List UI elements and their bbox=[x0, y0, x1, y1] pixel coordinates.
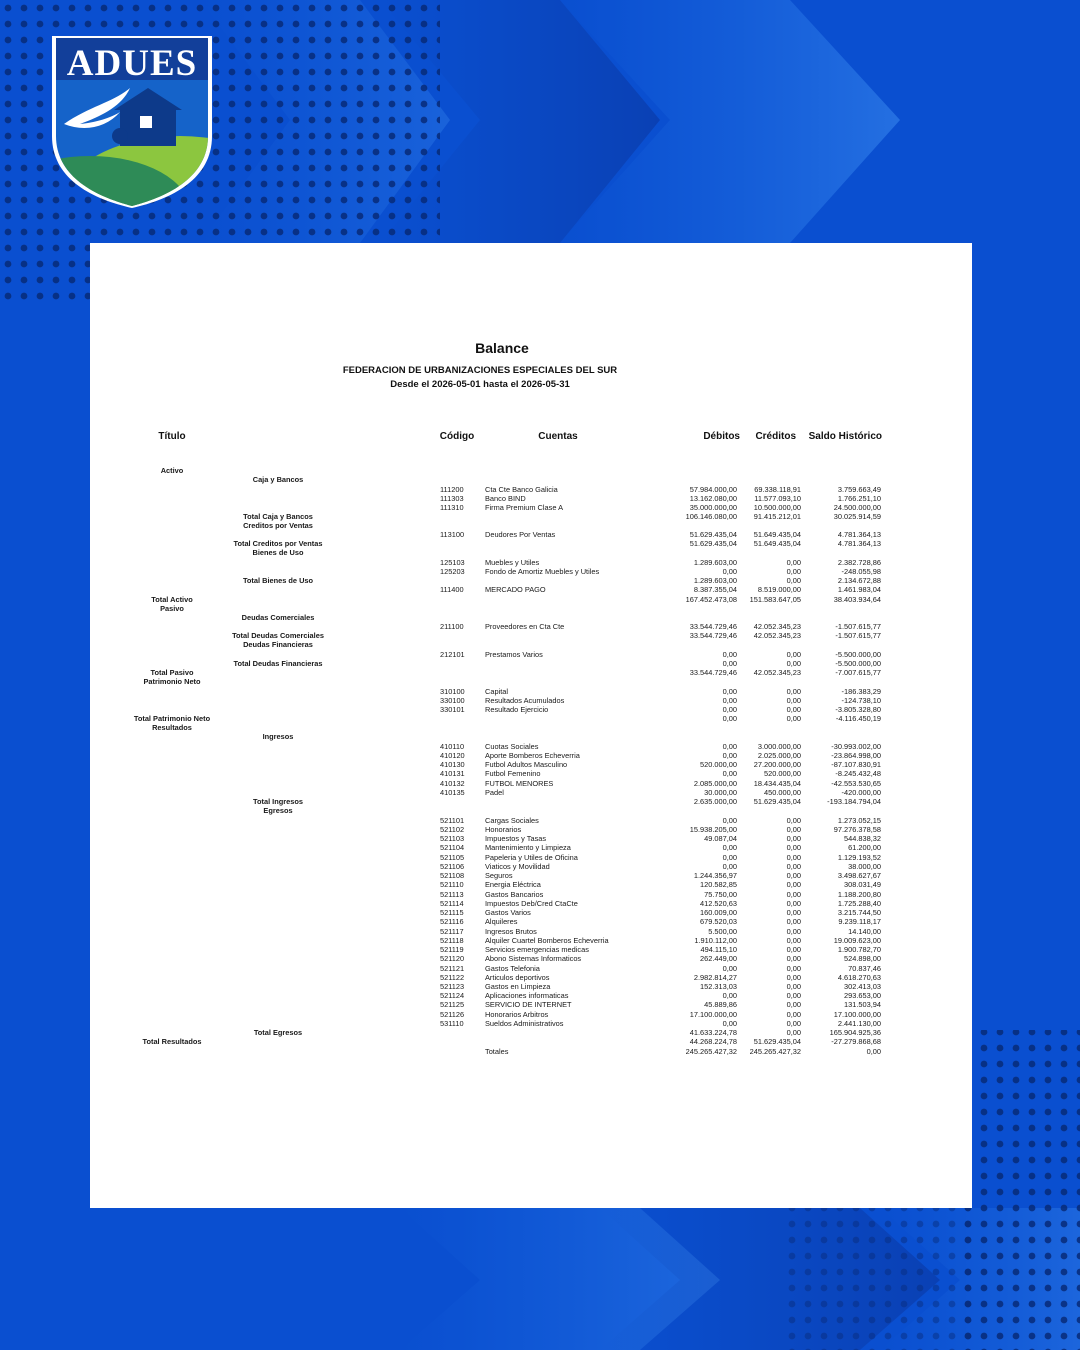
account-name: Muebles y Utiles bbox=[485, 558, 540, 567]
credit-value: 151.583.647,05 bbox=[749, 595, 801, 604]
balance-value: -7.007.615,77 bbox=[835, 668, 881, 677]
debit-value: 17.100.000,00 bbox=[689, 1010, 737, 1019]
adues-logo bbox=[50, 36, 214, 208]
credit-value: 42.052.345,23 bbox=[753, 631, 801, 640]
credit-value: 0,00 bbox=[786, 982, 801, 991]
account-code: 521105 bbox=[440, 853, 465, 862]
account-name: Proveedores en Cta Cte bbox=[485, 622, 565, 631]
debit-value: 0,00 bbox=[722, 742, 737, 751]
account-name: Gastos Bancarios bbox=[485, 890, 544, 899]
account-code: 310100 bbox=[440, 687, 465, 696]
balance-value: 544.838,32 bbox=[844, 834, 881, 843]
account-name: Prestamos Varios bbox=[485, 650, 543, 659]
account-code: 330101 bbox=[440, 705, 465, 714]
row-section-title: Patrimonio Neto bbox=[143, 677, 201, 686]
account-name: Cargas Sociales bbox=[485, 816, 539, 825]
credit-value: 0,00 bbox=[786, 834, 801, 843]
account-name: Viaticos y Movilidad bbox=[485, 862, 550, 871]
debit-value: 5.500,00 bbox=[708, 927, 737, 936]
credit-value: 42.052.345,23 bbox=[753, 668, 801, 677]
balance-value: 19.009.623,00 bbox=[833, 936, 881, 945]
row-section-title: Total Patrimonio Neto bbox=[133, 714, 211, 723]
balance-value: 61.200,00 bbox=[848, 843, 881, 852]
account-name: Aplicaciones informaticas bbox=[485, 991, 569, 1000]
account-name: Seguros bbox=[485, 871, 513, 880]
account-code: 521119 bbox=[440, 945, 464, 954]
row-group-title: Total Bienes de Uso bbox=[242, 576, 314, 585]
account-name: Honorarios Arbitros bbox=[485, 1010, 549, 1019]
account-code: 211100 bbox=[440, 622, 464, 631]
credit-value: 0,00 bbox=[786, 936, 801, 945]
debit-value: 45.889,86 bbox=[704, 1000, 737, 1009]
credit-value: 0,00 bbox=[786, 659, 801, 668]
balance-value: 1.900.782,70 bbox=[837, 945, 881, 954]
credit-value: 8.519.000,00 bbox=[757, 585, 801, 594]
account-name: Ingresos Brutos bbox=[485, 927, 537, 936]
balance-value: 17.100.000,00 bbox=[833, 1010, 881, 1019]
balance-value: -3.805.328,80 bbox=[835, 705, 881, 714]
credit-value: 0,00 bbox=[786, 899, 801, 908]
row-group-title: Total Deudas Comerciales bbox=[232, 631, 324, 640]
balance-value: 131.503,94 bbox=[844, 1000, 881, 1009]
credit-value: 0,00 bbox=[786, 1028, 801, 1037]
debit-value: 33.544.729,46 bbox=[689, 622, 737, 631]
debit-value: 0,00 bbox=[722, 843, 737, 852]
row-group-title: Total Deudas Financieras bbox=[233, 659, 323, 668]
debit-value: 120.582,85 bbox=[700, 880, 737, 889]
account-name: Capital bbox=[485, 687, 509, 696]
debit-value: 51.629.435,04 bbox=[689, 530, 737, 539]
debit-value: 160.009,00 bbox=[700, 908, 737, 917]
account-name: Abono Sistemas Informaticos bbox=[485, 954, 582, 963]
balance-value: -8.245.432,48 bbox=[835, 769, 881, 778]
balance-value: 2.134.672,88 bbox=[837, 576, 881, 585]
balance-value: 524.898,00 bbox=[844, 954, 881, 963]
credit-value: 0,00 bbox=[786, 964, 801, 973]
account-name: Futbol Adultos Masculino bbox=[485, 760, 568, 769]
account-code: 111400 bbox=[440, 585, 464, 594]
row-group-title: Deudas Financieras bbox=[243, 640, 313, 649]
account-name: Padel bbox=[485, 788, 504, 797]
balance-value: 70.837,46 bbox=[848, 964, 881, 973]
row-section-title: Resultados bbox=[152, 723, 192, 732]
account-name: Energia Eléctrica bbox=[485, 880, 541, 889]
credit-value: 0,00 bbox=[786, 871, 801, 880]
debit-value: 0,00 bbox=[722, 816, 737, 825]
balance-value: 3.498.627,67 bbox=[837, 871, 881, 880]
debit-value: 0,00 bbox=[722, 696, 737, 705]
credit-value: 0,00 bbox=[786, 816, 801, 825]
balance-value: 4.618.270,63 bbox=[837, 973, 881, 982]
debit-value: 520.000,00 bbox=[700, 760, 737, 769]
balance-value: 14.140,00 bbox=[848, 927, 881, 936]
debit-value: 167.452.473,08 bbox=[685, 595, 737, 604]
row-group-title: Total Caja y Bancos bbox=[243, 512, 313, 521]
column-header-saldo-historico: Saldo Histórico bbox=[808, 431, 882, 442]
row-section-title: Pasivo bbox=[160, 604, 184, 613]
credit-value: 0,00 bbox=[786, 1010, 801, 1019]
account-code: 330100 bbox=[440, 696, 465, 705]
balance-value: 1.129.193,52 bbox=[837, 853, 881, 862]
account-code: 410131 bbox=[440, 769, 465, 778]
column-header-creditos: Créditos bbox=[755, 431, 796, 442]
debit-value: 0,00 bbox=[722, 853, 737, 862]
account-name: Fondo de Amortiz Muebles y Utiles bbox=[485, 567, 600, 576]
account-name: Sueldos Administrativos bbox=[485, 1019, 564, 1028]
account-name: Alquileres bbox=[485, 917, 518, 926]
credit-value: 0,00 bbox=[786, 650, 801, 659]
column-header-titulo: Título bbox=[158, 431, 186, 442]
credit-value: 0,00 bbox=[786, 945, 801, 954]
debit-value: 57.984.000,00 bbox=[689, 485, 737, 494]
credit-value: 42.052.345,23 bbox=[753, 622, 801, 631]
balance-value: -27.279.868,68 bbox=[831, 1037, 881, 1046]
balance-value: 3.759.663,49 bbox=[837, 485, 881, 494]
balance-value: 302.413,03 bbox=[844, 982, 881, 991]
balance-value: -186.383,29 bbox=[841, 687, 881, 696]
debit-value: 0,00 bbox=[722, 1019, 737, 1028]
account-name: Servicios emergencias medicas bbox=[485, 945, 589, 954]
credit-value: 0,00 bbox=[786, 908, 801, 917]
debit-value: 1.244.356,97 bbox=[693, 871, 737, 880]
account-code: 111200 bbox=[440, 485, 464, 494]
balance-value: 38.000,00 bbox=[848, 862, 881, 871]
account-name: SERVICIO DE INTERNET bbox=[485, 1000, 572, 1009]
balance-value: -1.507.615,77 bbox=[835, 622, 881, 631]
account-code: 410120 bbox=[440, 751, 465, 760]
credit-value: 0,00 bbox=[786, 696, 801, 705]
debit-value: 0,00 bbox=[722, 659, 737, 668]
credit-value: 51.649.435,04 bbox=[753, 530, 801, 539]
credit-value: 91.415.212,01 bbox=[753, 512, 801, 521]
account-code: 521121 bbox=[440, 964, 465, 973]
balance-value: -4.116.450,19 bbox=[835, 714, 881, 723]
account-code: 521101 bbox=[440, 816, 465, 825]
account-name: Resultado Ejercicio bbox=[485, 705, 549, 714]
account-code: 410110 bbox=[440, 742, 465, 751]
column-header-codigo: Código bbox=[439, 431, 475, 442]
balance-value: 165.904.925,36 bbox=[829, 1028, 881, 1037]
row-section-title: Activo bbox=[160, 466, 184, 475]
account-name: Gastos Telefonia bbox=[485, 964, 540, 973]
credit-value: 3.000.000,00 bbox=[757, 742, 801, 751]
balance-value: -87.107.830,91 bbox=[831, 760, 881, 769]
account-code: 125203 bbox=[440, 567, 465, 576]
debit-value: 30.000,00 bbox=[704, 788, 737, 797]
debit-value: 494.115,10 bbox=[700, 945, 737, 954]
debit-value: 1.289.603,00 bbox=[693, 576, 737, 585]
balance-value: 2.382.728,86 bbox=[837, 558, 881, 567]
account-name: Honorarios bbox=[485, 825, 522, 834]
credit-value: 520.000,00 bbox=[764, 769, 801, 778]
debit-value: 679.520,03 bbox=[700, 917, 737, 926]
credit-value: 0,00 bbox=[786, 880, 801, 889]
row-group-title: Total Ingresos bbox=[253, 797, 303, 806]
account-code: 521113 bbox=[440, 890, 464, 899]
account-name: Articulos deportivos bbox=[485, 973, 550, 982]
debit-value: 245.265.427,32 bbox=[685, 1047, 737, 1056]
account-name: Totales bbox=[485, 1047, 509, 1056]
account-name: MERCADO PAGO bbox=[485, 585, 546, 594]
account-code: 212101 bbox=[440, 650, 465, 659]
balance-value: 1.461.983,04 bbox=[837, 585, 881, 594]
credit-value: 0,00 bbox=[786, 567, 801, 576]
account-code: 125103 bbox=[440, 558, 465, 567]
account-code: 521108 bbox=[440, 871, 465, 880]
debit-value: 2.085.000,00 bbox=[693, 779, 737, 788]
account-code: 521106 bbox=[440, 862, 465, 871]
credit-value: 0,00 bbox=[786, 991, 801, 1000]
row-group-title: Bienes de Uso bbox=[252, 548, 304, 557]
account-name: Gastos Varios bbox=[485, 908, 531, 917]
credit-value: 2.025.000,00 bbox=[757, 751, 801, 760]
balance-value: 2.441.130,00 bbox=[837, 1019, 881, 1028]
credit-value: 0,00 bbox=[786, 853, 801, 862]
balance-value: -124.738,10 bbox=[841, 696, 881, 705]
debit-value: 0,00 bbox=[722, 751, 737, 760]
account-code: 111310 bbox=[440, 503, 464, 512]
balance-value: 38.403.934,64 bbox=[833, 595, 881, 604]
account-code: 521126 bbox=[440, 1010, 465, 1019]
balance-value: 308.031,49 bbox=[844, 880, 881, 889]
debit-value: 44.268.224,78 bbox=[689, 1037, 737, 1046]
credit-value: 10.500.000,00 bbox=[753, 503, 801, 512]
account-code: 521116 bbox=[440, 917, 464, 926]
balance-value: 30.025.914,59 bbox=[833, 512, 881, 521]
account-code: 410132 bbox=[440, 779, 465, 788]
account-code: 410130 bbox=[440, 760, 465, 769]
credit-value: 51.629.435,04 bbox=[753, 1037, 801, 1046]
balance-value: 1.188.200,80 bbox=[837, 890, 881, 899]
credit-value: 0,00 bbox=[786, 1000, 801, 1009]
debit-value: 15.938.205,00 bbox=[689, 825, 737, 834]
debit-value: 0,00 bbox=[722, 769, 737, 778]
organization-name: FEDERACION DE URBANIZACIONES ESPECIALES DEL SUR bbox=[342, 365, 618, 376]
account-name: Cta Cte Banco Galicia bbox=[485, 485, 558, 494]
credit-value: 0,00 bbox=[786, 954, 801, 963]
debit-value: 49.087,04 bbox=[704, 834, 737, 843]
debit-value: 1.289.603,00 bbox=[693, 558, 737, 567]
debit-value: 152.313,03 bbox=[700, 982, 737, 991]
report-period: Desde el 2026-05-01 hasta el 2026-05-31 bbox=[390, 379, 570, 390]
account-name: Cuotas Sociales bbox=[485, 742, 539, 751]
credit-value: 0,00 bbox=[786, 705, 801, 714]
account-code: 521117 bbox=[440, 927, 464, 936]
debit-value: 0,00 bbox=[722, 650, 737, 659]
account-code: 521120 bbox=[440, 954, 465, 963]
balance-sheet-document bbox=[90, 243, 972, 1208]
account-code: 111303 bbox=[440, 494, 464, 503]
credit-value: 27.200.000,00 bbox=[753, 760, 801, 769]
balance-value: 1.725.288,40 bbox=[837, 899, 881, 908]
balance-value: 3.215.744,50 bbox=[837, 908, 881, 917]
debit-value: 41.633.224,78 bbox=[689, 1028, 737, 1037]
account-name: Firma Premium Clase A bbox=[485, 503, 564, 512]
account-name: Banco BIND bbox=[485, 494, 526, 503]
account-code: 521114 bbox=[440, 899, 464, 908]
account-code: 521102 bbox=[440, 825, 465, 834]
balance-value: 1.273.052,15 bbox=[837, 816, 881, 825]
balance-value: -23.864.998,00 bbox=[831, 751, 881, 760]
document-title: Balance bbox=[475, 340, 529, 356]
account-code: 410135 bbox=[440, 788, 465, 797]
debit-value: 106.146.080,00 bbox=[685, 512, 737, 521]
debit-value: 0,00 bbox=[722, 567, 737, 576]
balance-table bbox=[90, 243, 972, 1208]
balance-value: 97.276.378,58 bbox=[833, 825, 881, 834]
account-code: 521125 bbox=[440, 1000, 465, 1009]
credit-value: 0,00 bbox=[786, 714, 801, 723]
account-name: Gastos en Limpieza bbox=[485, 982, 551, 991]
credit-value: 0,00 bbox=[786, 576, 801, 585]
account-code: 113100 bbox=[440, 530, 465, 539]
account-name: Papeleria y Utiles de Oficina bbox=[485, 853, 578, 862]
credit-value: 0,00 bbox=[786, 973, 801, 982]
balance-value: 9.239.118,17 bbox=[838, 917, 881, 926]
account-name: Resultados Acumulados bbox=[485, 696, 565, 705]
debit-value: 33.544.729,46 bbox=[689, 668, 737, 677]
credit-value: 0,00 bbox=[786, 917, 801, 926]
debit-value: 8.387.355,04 bbox=[693, 585, 737, 594]
balance-value: 0,00 bbox=[866, 1047, 881, 1056]
credit-value: 0,00 bbox=[786, 862, 801, 871]
credit-value: 69.338.118,91 bbox=[754, 485, 801, 494]
row-group-title: Egresos bbox=[263, 806, 293, 815]
account-name: Mantenimiento y Limpieza bbox=[485, 843, 571, 852]
credit-value: 18.434.435,04 bbox=[753, 779, 801, 788]
account-name: Alquiler Cuartel Bomberos Echeverria bbox=[485, 936, 609, 945]
debit-value: 51.629.435,04 bbox=[689, 539, 737, 548]
account-name: Impuestos Deb/Cred CtaCte bbox=[485, 899, 578, 908]
credit-value: 0,00 bbox=[786, 927, 801, 936]
debit-value: 262.449,00 bbox=[700, 954, 737, 963]
debit-value: 13.162.080,00 bbox=[689, 494, 737, 503]
account-name: Futbol Femenino bbox=[485, 769, 541, 778]
credit-value: 245.265.427,32 bbox=[749, 1047, 801, 1056]
credit-value: 0,00 bbox=[786, 843, 801, 852]
credit-value: 51.649.435,04 bbox=[753, 539, 801, 548]
debit-value: 2.982.814,27 bbox=[693, 973, 737, 982]
balance-value: 1.766.251,10 bbox=[837, 494, 881, 503]
account-code: 521123 bbox=[440, 982, 465, 991]
account-code: 521103 bbox=[440, 834, 465, 843]
debit-value: 412.520,63 bbox=[700, 899, 737, 908]
debit-value: 33.544.729,46 bbox=[689, 631, 737, 640]
credit-value: 0,00 bbox=[786, 1019, 801, 1028]
account-name: FUTBOL MENORES bbox=[485, 779, 554, 788]
balance-value: 4.781.364,13 bbox=[837, 539, 881, 548]
balance-value: 24.500.000,00 bbox=[833, 503, 881, 512]
balance-value: -5.500.000,00 bbox=[835, 650, 881, 659]
account-code: 521115 bbox=[440, 908, 464, 917]
credit-value: 0,00 bbox=[786, 890, 801, 899]
debit-value: 0,00 bbox=[722, 991, 737, 1000]
balance-value: -193.184.794,04 bbox=[827, 797, 881, 806]
account-code: 531110 bbox=[440, 1019, 464, 1028]
row-section-title: Total Activo bbox=[151, 595, 193, 604]
credit-value: 0,00 bbox=[786, 687, 801, 696]
balance-value: 293.653,00 bbox=[844, 991, 881, 1000]
account-name: Aporte Bomberos Echeverria bbox=[485, 751, 580, 760]
column-header-debitos: Débitos bbox=[703, 431, 740, 442]
debit-value: 2.635.000,00 bbox=[693, 797, 737, 806]
account-code: 521124 bbox=[440, 991, 465, 1000]
account-code: 521118 bbox=[440, 936, 464, 945]
account-name: Impuestos y Tasas bbox=[485, 834, 547, 843]
debit-value: 35.000.000,00 bbox=[689, 503, 737, 512]
debit-value: 1.910.112,00 bbox=[694, 936, 737, 945]
balance-value: -248.055,98 bbox=[841, 567, 881, 576]
debit-value: 0,00 bbox=[722, 714, 737, 723]
account-code: 521122 bbox=[440, 973, 465, 982]
column-header-cuentas: Cuentas bbox=[538, 431, 578, 442]
balance-value: -420.000,00 bbox=[841, 788, 881, 797]
row-group-title: Total Egresos bbox=[253, 1028, 303, 1037]
account-code: 521104 bbox=[440, 843, 465, 852]
logo-text: ADUES bbox=[66, 43, 198, 84]
debit-value: 75.750,00 bbox=[704, 890, 737, 899]
balance-value: -5.500.000,00 bbox=[835, 659, 881, 668]
debit-value: 0,00 bbox=[722, 862, 737, 871]
debit-value: 0,00 bbox=[722, 705, 737, 714]
account-code: 521110 bbox=[440, 880, 464, 889]
row-group-title: Caja y Bancos bbox=[252, 475, 304, 484]
balance-value: 4.781.364,13 bbox=[837, 530, 881, 539]
row-section-title: Total Pasivo bbox=[150, 668, 194, 677]
row-group-title: Deudas Comerciales bbox=[241, 613, 315, 622]
credit-value: 51.629.435,04 bbox=[753, 797, 801, 806]
row-group-title: Total Creditos por Ventas bbox=[233, 539, 323, 548]
credit-value: 450.000,00 bbox=[764, 788, 801, 797]
account-name: Deudores Por Ventas bbox=[485, 530, 556, 539]
debit-value: 0,00 bbox=[722, 687, 737, 696]
row-group-title: Ingresos bbox=[262, 732, 294, 741]
credit-value: 0,00 bbox=[786, 825, 801, 834]
balance-value: -42.553.530,65 bbox=[831, 779, 881, 788]
credit-value: 0,00 bbox=[786, 558, 801, 567]
debit-value: 0,00 bbox=[722, 964, 737, 973]
row-group-title: Creditos por Ventas bbox=[243, 521, 313, 530]
balance-value: -1.507.615,77 bbox=[835, 631, 881, 640]
row-section-title: Total Resultados bbox=[142, 1037, 202, 1046]
credit-value: 11.577.093,10 bbox=[754, 494, 801, 503]
balance-value: -30.993.002,00 bbox=[831, 742, 881, 751]
